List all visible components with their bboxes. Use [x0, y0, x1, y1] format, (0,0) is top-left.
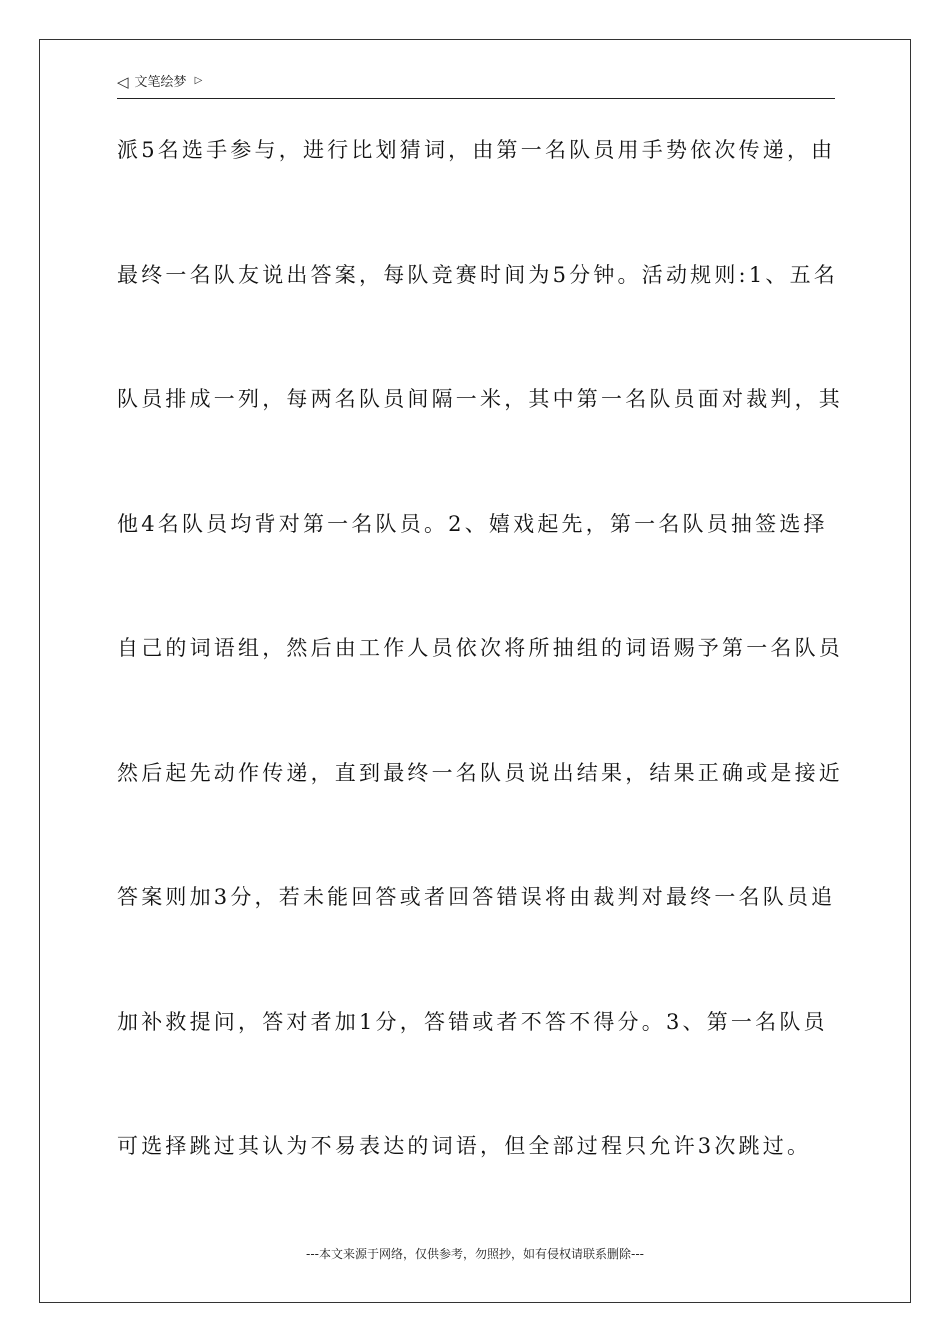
body-line: 答案则加3分，若未能回答或者回答错误将由裁判对最终一名队员追 — [117, 885, 836, 909]
body-line: 派5名选手参与，进行比划猜词，由第一名队员用手势依次传递，由 — [117, 138, 836, 162]
page-footer: ---本文来源于网络，仅供参考，勿照抄，如有侵权请联系删除--- — [306, 1247, 644, 1261]
body-line: 最终一名队友说出答案，每队竞赛时间为5分钟。活动规则:1、五名 — [117, 263, 838, 287]
body-line: 加补救提问，答对者加1分，答错或者不答不得分。3、第一名队员 — [117, 1010, 828, 1034]
body-line: 然后起先动作传递，直到最终一名队员说出结果，结果正确或是接近 — [117, 761, 843, 785]
triangle-right-icon: ▷ — [194, 75, 203, 86]
page-header — [117, 73, 835, 99]
body-line: 他4名队员均背对第一名队员。2、嬉戏起先，第一名队员抽签选择 — [117, 512, 828, 536]
page-border — [39, 39, 911, 1303]
header-brand: 文笔绘梦 — [134, 75, 187, 90]
body-line: 可选择跳过其认为不易表达的词语，但全部过程只允许3次跳过。 — [117, 1134, 812, 1158]
triangle-left-icon: ◁ — [117, 73, 129, 91]
body-line: 队员排成一列，每两名队员间隔一米，其中第一名队员面对裁判，其 — [117, 387, 843, 411]
body-line: 自己的词语组，然后由工作人员依次将所抽组的词语赐予第一名队员 — [117, 636, 843, 660]
